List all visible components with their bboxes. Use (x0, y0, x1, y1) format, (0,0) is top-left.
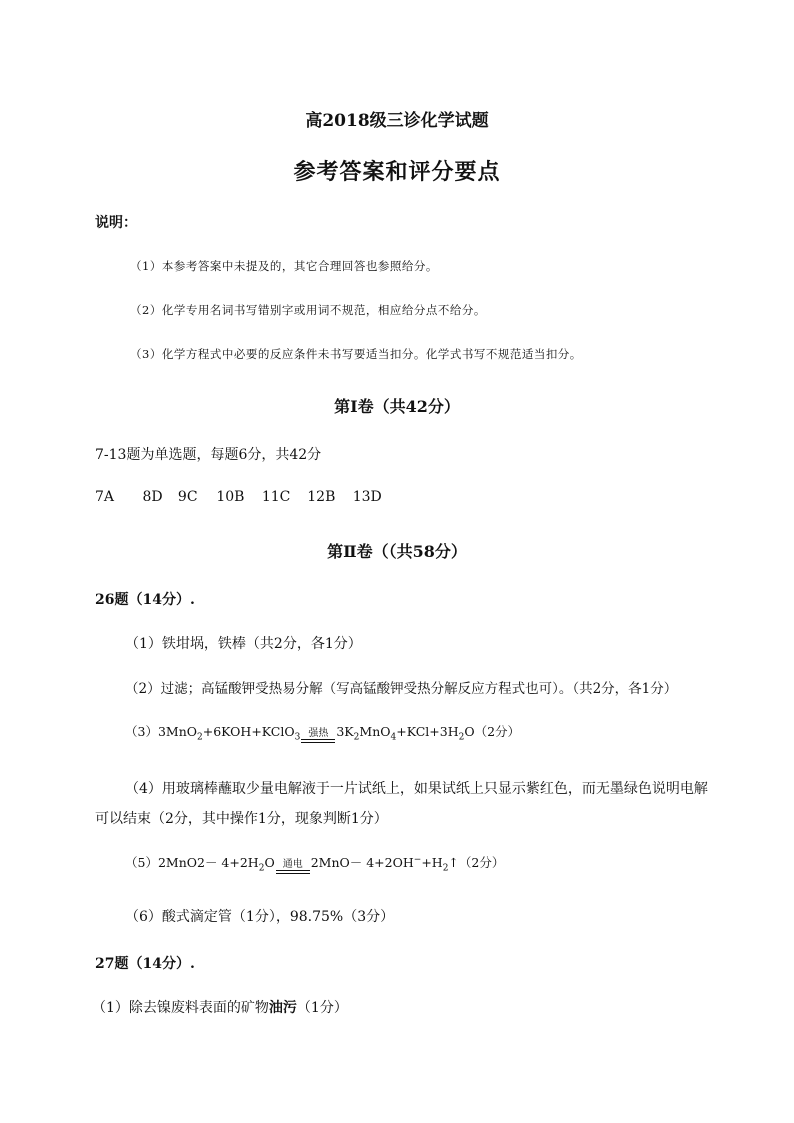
q26-answer-6: （6）酸式滴定管（1分），98.75%（3分） (125, 909, 395, 925)
q26-answer-5: $(5)2MnO2- 4+2H_2O$ 通电 $2MnO- 4+2OH^-+H_2↑(2$分） (125, 854, 505, 874)
q26-answer-4-line2: 可以结束（2分，其中操作1分，现象判断1分） (95, 811, 388, 827)
notes-label: 说明： (95, 215, 137, 231)
q27-heading: 27题（14分）. (95, 956, 195, 972)
doc-subtitle: 参考答案和评分要点 (293, 159, 501, 185)
q26-answer-3: （3）3MnO$_2$+6KOH+KClO$_3$ 强热 $3K_2MnO_4+KCl+3H_2O(2$分） (125, 724, 521, 743)
section1-desc: 7-13题为单选题，每题6分，共42分 (95, 447, 322, 463)
note-item-2: （2）化学专用名词书写错别字或用词不规范，相应给分点不给分。 (130, 303, 486, 317)
doc-title: 高2018级三诊化学试题 (305, 111, 489, 131)
answer-8: 8D (142, 489, 163, 505)
q27-answer-1: （1）除去镍废料表面的矿物油污（1分） (92, 1000, 348, 1016)
answer-7: 7A (95, 489, 115, 505)
q26-answer-2: （2）过滤；高锰酸钾受热易分解（写高锰酸钾受热分解反应方程式也可）。（共2分，各1分） (125, 681, 678, 697)
answer-9: 9C (177, 489, 198, 505)
q26-answer-4-line1: （4）用玻璃棒蘸取少量电解液于一片试纸上，如果试纸上只显示紫红色，而无墨绿色说明电解 (125, 781, 708, 797)
condition-strong-heat: 强热 (301, 728, 335, 743)
section2-title: 第Ⅱ卷（（共58分） (327, 542, 467, 561)
q27-answer-1-emphasis: 油污 (268, 1000, 297, 1016)
condition-electrolysis: 通电 (276, 859, 310, 874)
note-item-3: （3）化学方程式中必要的反应条件未书写要适当扣分。化学式书写不规范适当扣分。 (130, 347, 582, 361)
answer-13: 13D (352, 489, 382, 505)
answer-12: 12B (307, 489, 336, 505)
answer-10: 10B (216, 489, 245, 505)
note-item-1: （1）本参考答案中未提及的，其它合理回答也参照给分。 (130, 259, 438, 273)
q26-heading: 26题（14分）. (95, 592, 195, 608)
section1-answers (95, 489, 382, 505)
q26-answer-1: （1）铁坩埚，铁棒（共2分，各1分） (125, 636, 362, 652)
section1-title: 第Ⅰ卷（共42分） (334, 397, 460, 416)
answer-11: 11C (261, 489, 291, 505)
